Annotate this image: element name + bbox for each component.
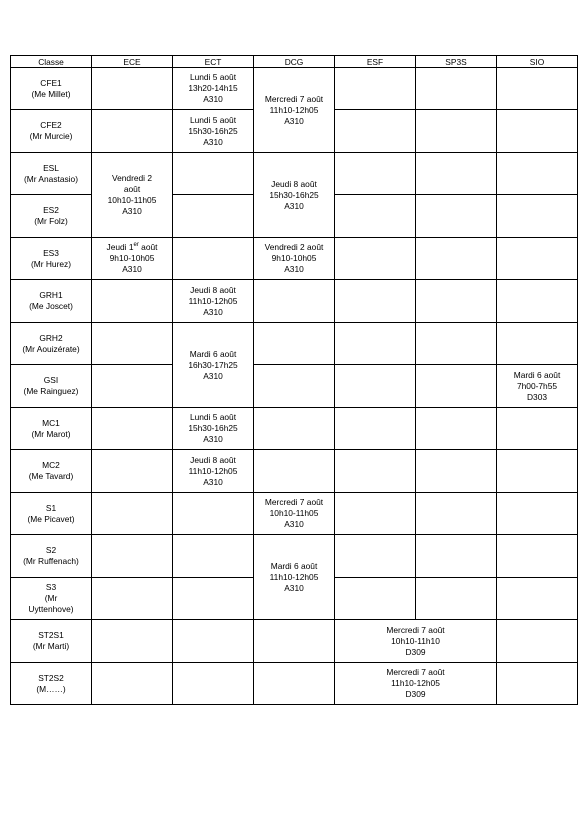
- empty-cell: [254, 450, 335, 493]
- slot-time: 15h30-16h25: [188, 423, 238, 433]
- empty-cell: [254, 408, 335, 450]
- slot-room: A310: [284, 582, 304, 593]
- empty-cell: [173, 535, 254, 578]
- slot-ece-esl-es2: [92, 153, 173, 238]
- class-cell-gsi: [11, 365, 92, 408]
- slot-time: 11h10-12h05: [188, 295, 238, 306]
- class-name: CFE1: [40, 77, 62, 88]
- empty-cell: [335, 578, 416, 620]
- slot-day: Mardi 6 août: [189, 348, 237, 359]
- empty-cell: [92, 365, 173, 408]
- empty-cell: [92, 620, 173, 663]
- class-name: GRH2: [39, 332, 63, 343]
- class-name: S2: [45, 545, 57, 555]
- empty-cell: [92, 110, 173, 153]
- class-name: MC2: [42, 460, 60, 470]
- class-teacher: (Mr Hurez): [30, 258, 71, 269]
- slot-ect-mc1: [173, 408, 254, 450]
- class-name: ST2S2: [38, 672, 64, 683]
- table-row: [11, 493, 578, 535]
- class-teacher: (Me Tavard): [28, 471, 74, 481]
- slot-time: 11h10-12h05: [188, 465, 238, 476]
- empty-cell: [497, 323, 578, 365]
- class-name: GRH1: [39, 290, 63, 300]
- table-row: [11, 68, 578, 110]
- empty-cell: [416, 323, 497, 365]
- empty-cell: [416, 365, 497, 408]
- class-teacher: (Mr: [44, 593, 58, 603]
- slot-day: Mercredi 7 août: [386, 624, 445, 635]
- slot-dcg-cfe: [254, 68, 335, 153]
- class-cell-mc2: [11, 450, 92, 493]
- empty-cell: [497, 280, 578, 323]
- schedule-table: [10, 55, 578, 705]
- table-row: [11, 535, 578, 578]
- class-name: MC1: [42, 417, 60, 428]
- class-teacher: (Mr Marti): [32, 641, 70, 651]
- empty-cell: [416, 280, 497, 323]
- class-cell-grh1: [11, 280, 92, 323]
- empty-cell: [335, 68, 416, 110]
- slot-time: 15h30-16h25: [188, 125, 238, 136]
- slot-esf-st2s2: [335, 663, 497, 705]
- header-ece: ECE: [92, 56, 173, 68]
- empty-cell: [335, 408, 416, 450]
- empty-cell: [497, 663, 578, 705]
- empty-cell: [335, 110, 416, 153]
- slot-room: A310: [284, 519, 304, 529]
- class-teacher: (Mr Murcie): [29, 131, 73, 141]
- slot-day: Mercredi 7 août: [386, 667, 445, 677]
- class-name: CFE2: [40, 120, 62, 130]
- empty-cell: [335, 323, 416, 365]
- slot-dcg-s2-s3: [254, 535, 335, 620]
- empty-cell: [497, 238, 578, 280]
- slot-time: 11h10-12h05: [391, 678, 440, 688]
- class-teacher: (Me Millet): [31, 88, 71, 99]
- empty-cell: [92, 493, 173, 535]
- class-name: ESL: [43, 162, 59, 173]
- empty-cell: [416, 195, 497, 238]
- table-row: [11, 323, 578, 365]
- class-cell-es3: [11, 238, 92, 280]
- class-cell-st2s2: [11, 663, 92, 705]
- empty-cell: [335, 195, 416, 238]
- empty-cell: [416, 110, 497, 153]
- class-name: ES2: [43, 205, 59, 215]
- class-name: S3: [45, 582, 57, 592]
- empty-cell: [254, 280, 335, 323]
- empty-cell: [497, 408, 578, 450]
- empty-cell: [335, 238, 416, 280]
- class-name: ES3: [43, 247, 59, 258]
- class-name: GSI: [43, 375, 59, 385]
- slot-ect-cfe1: [173, 68, 254, 110]
- slot-day: Jeudi 1: [106, 242, 134, 252]
- table-row: [11, 365, 578, 408]
- slot-room: A310: [122, 206, 142, 216]
- slot-room: A310: [203, 476, 223, 487]
- class-name: ST2S1: [38, 630, 64, 640]
- slot-date: [94, 242, 170, 253]
- slot-room: D309: [405, 689, 426, 699]
- slot-room: A310: [203, 370, 223, 381]
- empty-cell: [497, 535, 578, 578]
- empty-cell: [416, 408, 497, 450]
- empty-cell: [497, 578, 578, 620]
- empty-cell: [254, 323, 335, 365]
- empty-cell: [497, 110, 578, 153]
- table-row: [11, 408, 578, 450]
- empty-cell: [497, 153, 578, 195]
- header-dcg: DCG: [254, 56, 335, 68]
- empty-cell: [173, 195, 254, 238]
- slot-month: août: [138, 242, 158, 252]
- slot-time: 11h10-12h05: [269, 571, 319, 582]
- empty-cell: [254, 663, 335, 705]
- class-teacher: (Me Joscet): [29, 301, 73, 311]
- slot-time: 10h10-11h10: [391, 635, 440, 646]
- empty-cell: [173, 578, 254, 620]
- slot-time: 13h20-14h15: [188, 83, 238, 93]
- class-cell-s1: [11, 493, 92, 535]
- empty-cell: [497, 195, 578, 238]
- table-row: [11, 238, 578, 280]
- empty-cell: [335, 365, 416, 408]
- slot-time: 10h10-11h05: [107, 195, 157, 205]
- empty-cell: [416, 578, 497, 620]
- class-teacher: (Me Picavet): [27, 513, 75, 524]
- slot-day: Vendredi 2: [111, 173, 153, 183]
- empty-cell: [92, 323, 173, 365]
- slot-room: A310: [122, 264, 142, 274]
- slot-room: A310: [203, 306, 223, 317]
- empty-cell: [416, 535, 497, 578]
- slot-room: D303: [526, 391, 548, 402]
- empty-cell: [92, 663, 173, 705]
- header-classe: Classe: [11, 56, 92, 68]
- class-teacher-cont: Uyttenhove): [28, 604, 74, 614]
- slot-day: Jeudi 8 août: [190, 454, 236, 465]
- slot-day: Lundi 5 août: [189, 72, 237, 82]
- empty-cell: [173, 153, 254, 195]
- slot-day: Mardi 6 août: [513, 369, 561, 380]
- slot-room: A310: [284, 200, 304, 211]
- class-cell-mc1: [11, 408, 92, 450]
- slot-dcg-es3: [254, 238, 335, 280]
- table-row: [11, 153, 578, 195]
- header-esf: ESF: [335, 56, 416, 68]
- empty-cell: [416, 68, 497, 110]
- slot-time: 16h30-17h25: [188, 359, 238, 370]
- slot-room: A310: [284, 264, 304, 274]
- class-teacher: (Mr Folz): [34, 216, 68, 226]
- slot-day-suffix: er: [133, 242, 139, 248]
- slot-day: Lundi 5 août: [189, 412, 237, 422]
- slot-dcg-s1: [254, 493, 335, 535]
- class-teacher: (Mr Anastasio): [24, 173, 78, 184]
- slot-room: D309: [405, 646, 426, 657]
- slot-day: Mercredi 7 août: [264, 93, 324, 104]
- class-cell-s3: [11, 578, 92, 620]
- slot-month: août: [123, 184, 141, 194]
- table-row: [11, 450, 578, 493]
- slot-ect-grh2-gsi: [173, 323, 254, 408]
- slot-room: A310: [203, 136, 223, 147]
- slot-day: Lundi 5 août: [189, 114, 237, 125]
- class-teacher: (Mr Aouizérate): [22, 343, 80, 354]
- class-teacher: (Me Rainguez): [23, 386, 79, 396]
- slot-time: 9h10-10h05: [271, 253, 317, 263]
- empty-cell: [173, 493, 254, 535]
- class-cell-cfe2: [11, 110, 92, 153]
- empty-cell: [335, 535, 416, 578]
- class-teacher: (Mr Ruffenach): [23, 556, 79, 566]
- slot-day: Mardi 6 août: [270, 560, 318, 571]
- header-sio: SIO: [497, 56, 578, 68]
- empty-cell: [335, 153, 416, 195]
- empty-cell: [416, 493, 497, 535]
- table-row: [11, 620, 578, 663]
- class-cell-cfe1: [11, 68, 92, 110]
- empty-cell: [254, 620, 335, 663]
- empty-cell: [335, 280, 416, 323]
- empty-cell: [173, 620, 254, 663]
- empty-cell: [497, 68, 578, 110]
- slot-room: A310: [203, 434, 223, 444]
- class-name: S1: [45, 502, 57, 513]
- exam-schedule: [10, 55, 578, 705]
- empty-cell: [497, 620, 578, 663]
- empty-cell: [92, 535, 173, 578]
- empty-cell: [92, 578, 173, 620]
- slot-time: 15h30-16h25: [269, 189, 319, 200]
- empty-cell: [416, 153, 497, 195]
- empty-cell: [92, 450, 173, 493]
- empty-cell: [416, 450, 497, 493]
- empty-cell: [335, 493, 416, 535]
- table-row: [11, 280, 578, 323]
- empty-cell: [497, 450, 578, 493]
- empty-cell: [335, 450, 416, 493]
- empty-cell: [254, 365, 335, 408]
- slot-time: 11h10-12h05: [269, 104, 319, 115]
- header-ect: ECT: [173, 56, 254, 68]
- slot-ect-cfe2: [173, 110, 254, 153]
- slot-room: A310: [203, 94, 223, 104]
- empty-cell: [497, 493, 578, 535]
- class-cell-grh2: [11, 323, 92, 365]
- slot-ece-es3: [92, 238, 173, 280]
- table-row: [11, 663, 578, 705]
- slot-room: A310: [284, 115, 304, 126]
- class-teacher: (Mr Marot): [31, 428, 71, 439]
- empty-cell: [92, 408, 173, 450]
- class-cell-es2: [11, 195, 92, 238]
- empty-cell: [173, 238, 254, 280]
- slot-day: Jeudi 8 août: [190, 284, 236, 295]
- slot-time: 10h10-11h05: [269, 508, 319, 518]
- slot-dcg-esl-es2: [254, 153, 335, 238]
- slot-sio-gsi: [497, 365, 578, 408]
- slot-time: 7h00-7h55: [516, 380, 558, 391]
- slot-ect-grh1: [173, 280, 254, 323]
- class-teacher: (M……): [36, 683, 66, 694]
- slot-esf-st2s1: [335, 620, 497, 663]
- slot-day: Mercredi 7 août: [264, 497, 324, 507]
- empty-cell: [92, 68, 173, 110]
- class-cell-s2: [11, 535, 92, 578]
- header-row: [11, 56, 578, 68]
- empty-cell: [173, 663, 254, 705]
- slot-day: Jeudi 8 août: [271, 178, 317, 189]
- slot-ect-mc2: [173, 450, 254, 493]
- slot-time: 9h10-10h05: [109, 253, 155, 263]
- class-cell-esl: [11, 153, 92, 195]
- class-cell-st2s1: [11, 620, 92, 663]
- empty-cell: [92, 280, 173, 323]
- empty-cell: [416, 238, 497, 280]
- header-sp3s: SP3S: [416, 56, 497, 68]
- slot-day: Vendredi 2 août: [264, 242, 324, 252]
